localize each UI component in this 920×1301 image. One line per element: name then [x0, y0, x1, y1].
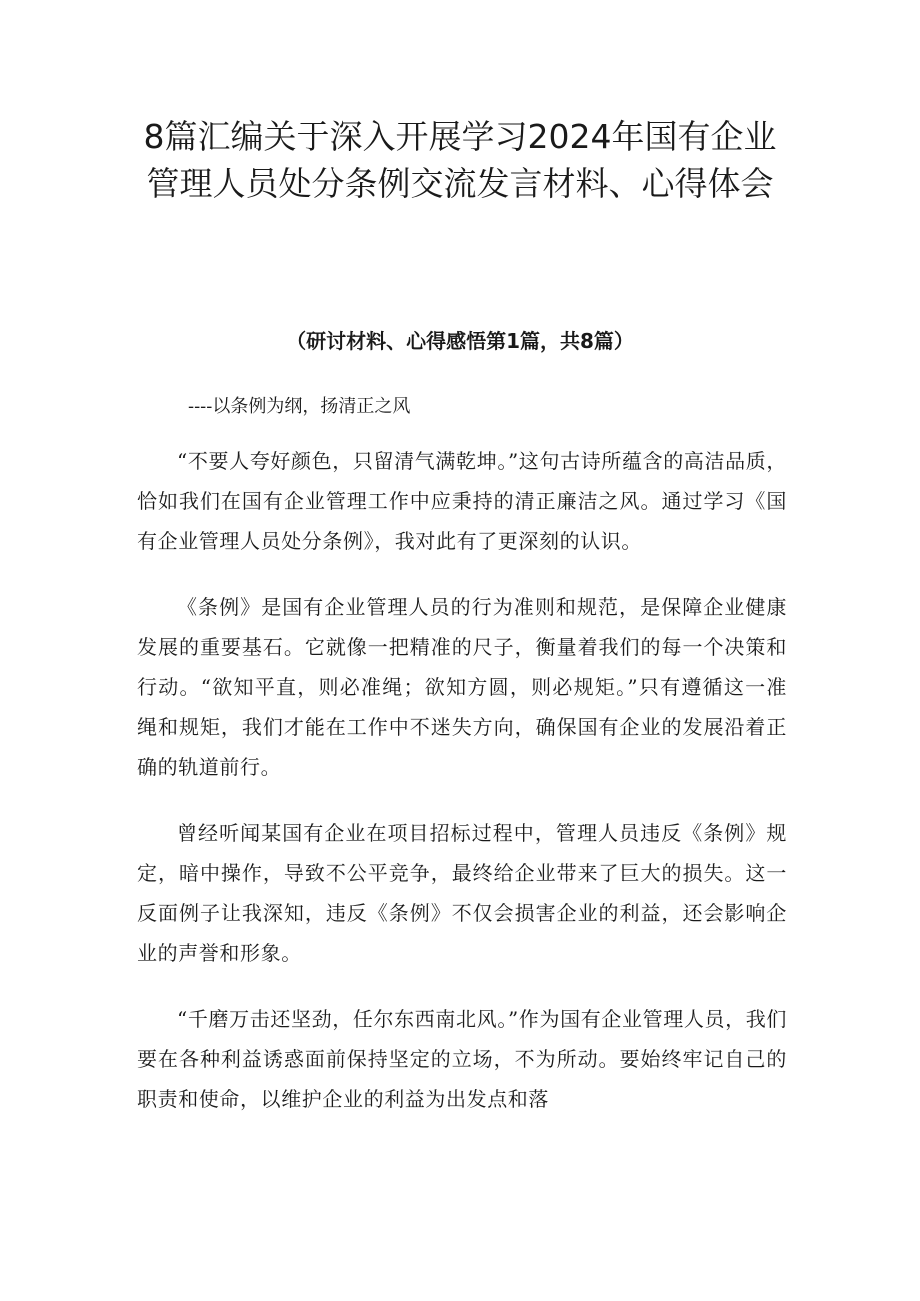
body-paragraph: 曾经听闻某国有企业在项目招标过程中，管理人员违反《条例》规定，暗中操作，导致不公平竞争，最终给企业带来了巨大的损失。这一反面例子让我深知，违反《条例》不仅会损害企业的利益，还会影响企业的声誉和形象。: [137, 821, 787, 965]
document-title: 8篇汇编关于深入开展学习2024年国有企业管理人员处分条例交流发言材料、心得体会: [143, 117, 777, 203]
body-paragraph: “不要人夸好颜色，只留清气满乾坤。”这句古诗所蕴含的高洁品质，恰如我们在国有企业管理工作中应秉持的清正廉洁之风。通过学习《国有企业管理人员处分条例》，我对此有了更深刻的认识。: [137, 449, 787, 553]
body-paragraph: “千磨万击还坚劲，任尔东西南北风。”作为国有企业管理人员，我们要在各种利益诱惑面前保持坚定的立场，不为所动。要始终牢记自己的职责和使命，以维护企业的利益为出发点和落: [137, 1007, 787, 1111]
document-tagline: ----以条例为纲，扬清正之风: [188, 396, 411, 417]
document-body: [137, 441, 787, 1145]
document-subtitle: （研讨材料、心得感悟第1篇，共8篇）: [286, 329, 634, 353]
body-paragraph: 《条例》是国有企业管理人员的行为准则和规范，是保障企业健康发展的重要基石。它就像一把精准的尺子，衡量着我们的每一个决策和行动。“欲知平直，则必准绳；欲知方圆，则必规矩。”只有遵循这一准绳和规矩，我们才能在工作中不迷失方向，确保国有企业的发展沿着正确的轨道前行。: [137, 595, 787, 779]
